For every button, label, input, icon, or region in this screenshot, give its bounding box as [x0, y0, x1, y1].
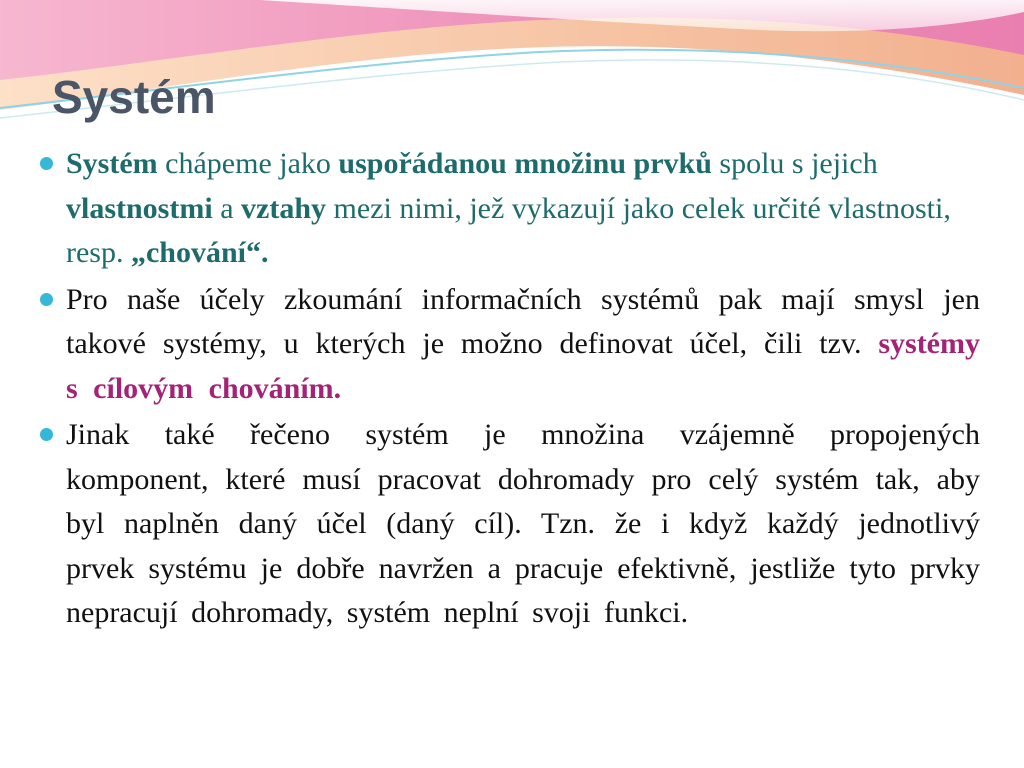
text-segment: mezi nimi, jež vykazují jako celek určité vlastnosti, resp. — [66, 191, 951, 269]
text-segment: a — [212, 191, 242, 225]
bullet-dot-icon — [40, 293, 53, 306]
term-ordered-set: uspořádanou množinu prvků — [338, 147, 712, 180]
text-segment: spolu s jejich — [711, 147, 878, 180]
text-segment: Pro naše účely zkoumání informačních systémů pak mají smysl jen takové systémy, u kterých je možno definovat účel, čili tzv. — [66, 282, 980, 360]
text-segment: . — [333, 371, 342, 405]
bullet-dot-icon — [40, 428, 53, 441]
term-properties: vlastnostmi — [66, 191, 213, 225]
bullet-item-3 — [36, 413, 980, 636]
text-segment: chápeme jako — [157, 147, 339, 180]
term-system: Systém — [66, 147, 158, 180]
bullet-item-2 — [36, 278, 980, 412]
bullet-dot-icon — [40, 157, 53, 170]
text-segment: Jinak také řečeno systém je množina vzájemně propojených komponent, které musí pracovat dohromady pro celý systém tak, aby byl naplněn daný účel (daný cíl). Tzn. že i když každý jednotlivý prvek systému je dobře navržen a pracuje efektivně, jestliže tyto prvky nepracují dohromady, systém neplní svoji funkci. — [66, 418, 980, 629]
bullet-list — [36, 142, 980, 638]
bullet-item-1 — [36, 142, 980, 276]
term-behavior: „chování“. — [130, 236, 269, 269]
slide-title: Systém — [52, 71, 216, 123]
term-relations: vztahy — [241, 191, 327, 225]
term-goal-oriented-systems: systémy s cílovým chováním — [66, 327, 980, 405]
